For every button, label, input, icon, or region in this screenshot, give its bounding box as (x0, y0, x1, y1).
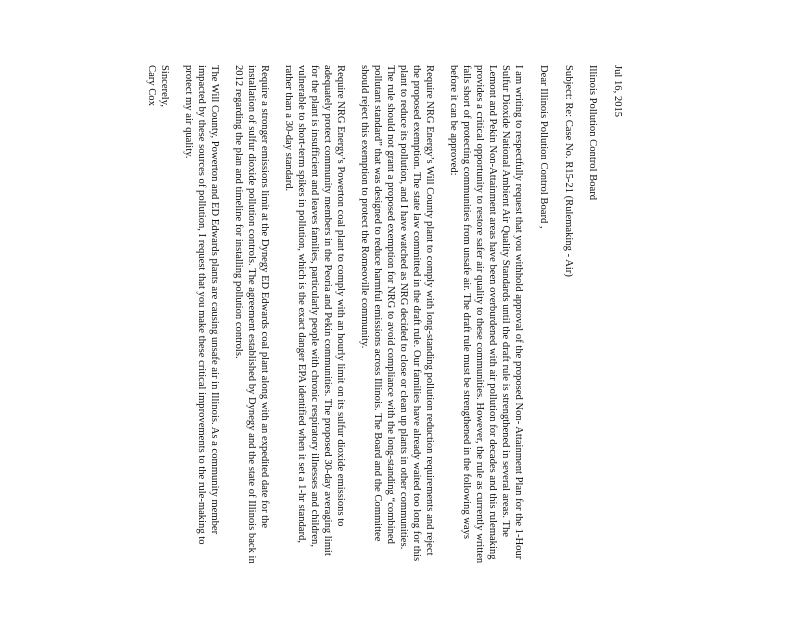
letter-paragraph-will-county: Require NRG Energy’s Will County plant to comply with long-standing pollution reduction requirements and reject the proposed exemption. The state law committed in the draft rule. Our families have already waited too long for this plant to reduce its pollution, and I have watched as NRG decided to close or clean up plants in other communities. The rule should not grant a proposed exemption for NRG to avoid compliance with the long-standing “combined pollutant standard” that was designed to reduce harmful emissions across Illinois. The Board and the Committee should reject this exemption to protect the Romeoville community. (359, 65, 435, 562)
letter-page (90, 39, 710, 579)
letter-paragraph-intro: I am writing to respectfully request that you withhold approval of the proposed Non- Attainment Plan for the 1-Hour Sulfur Dioxide National Ambient Air Quality Standards until the draft rule is strengthened in several areas. The Lemont and Pekin Non-Attainment areas have been overburdened with air pollution for decades and this rulemaking provides a critical opportunity to restore safer air quality to these communities. However, the rule as currently written falls short of protecting communities from unsafe air. The draft rule must be strengthened in the following ways before it can be approved: (448, 65, 524, 564)
letter-subject: Subject: Re: Case No. R15-21 (Rulemaking - Air) (563, 65, 574, 277)
letter-date: Jul 16, 2015 (612, 65, 623, 118)
letter-recipient: Illinois Pollution Control Board (587, 65, 598, 201)
letter-closing: Sincerely, (159, 65, 170, 107)
letter-body (145, 65, 624, 565)
letter-greeting: Dear Illinois Pollution Control Board , (538, 65, 549, 229)
letter-paragraph-conclusion: The Will County, Powerton and ED Edwards plants are causing unsafe air in Illinois. As a community member impacted by these sources of pollution, I request that you make these critical improvements to the rule-making to protect my air quality. (183, 65, 220, 545)
letter-paragraph-ed-edwards: Require a stronger emissions limit at the Dynegy ED Edwards coal plant along with an expedited date for the installation of sulfur dioxide pollution controls. The agreement established by Dynegy and the state of Illinois back in 2012 regarding the plan and timeline for installing pollution controls. (233, 65, 270, 564)
letter-paragraph-powerton: Require NRG Energy’s Powerton coal plant to comply with an hourly limit on its sulfur dioxide emissions to adequately protect community members in the Peoria and Pekin communities. The proposed 30-day averaging limit for the plant is insufficient and leaves families, particularly people with chronic respiratory illnesses and children, vulnerable to short-term spikes in pollution, which is the exact danger EPA identified when it set a 1-hr standard, rather than a 30-day standard. (283, 65, 346, 556)
letter-signature: Cary Cox (146, 65, 157, 106)
